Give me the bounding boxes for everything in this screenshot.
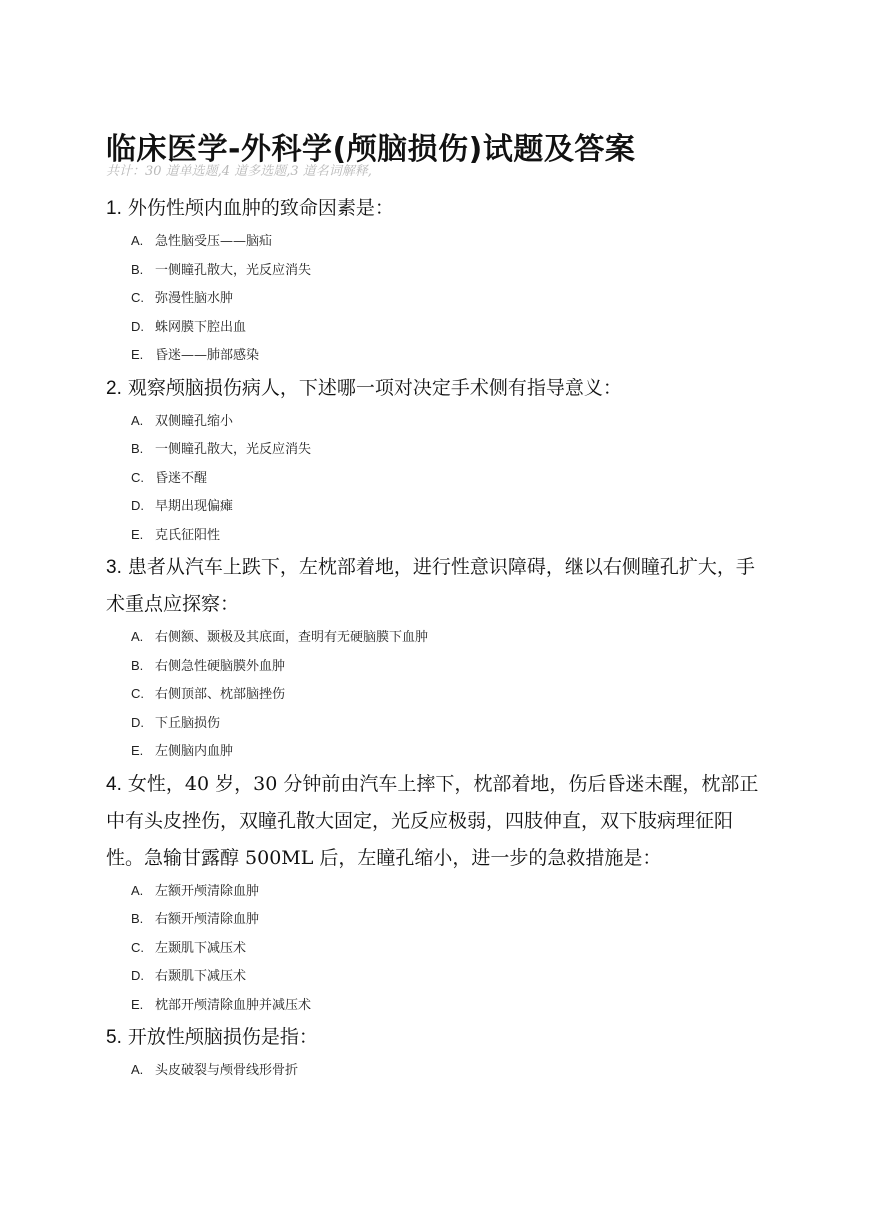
question-3	[106, 549, 766, 766]
answer-option	[131, 905, 766, 934]
answer-option	[131, 934, 766, 963]
option-letter: A.	[131, 1062, 144, 1077]
option-text: 下丘脑损伤	[155, 715, 221, 731]
option-text: 右侧额、颞极及其底面，查明有无硬脑膜下血肿	[155, 630, 429, 645]
option-letter: E.	[131, 526, 144, 542]
option-text: 早期出现偏瘫	[155, 499, 234, 514]
question-stem: 外伤性颅内血肿的致命因素是：	[127, 197, 394, 219]
question-stem: 观察颅脑损伤病人，下述哪一项对决定手术侧有指导意义：	[127, 376, 622, 399]
answer-option	[131, 737, 766, 766]
option-list	[106, 407, 766, 550]
option-letter: E.	[131, 743, 144, 758]
question-count-summary: 共计：30 道单选题,4 道多选题,3 道名词解释,	[106, 164, 372, 179]
option-letter: B.	[131, 657, 144, 673]
answer-option	[131, 464, 766, 493]
option-letter: A.	[131, 629, 144, 644]
option-list	[106, 1056, 766, 1085]
option-text: 昏迷不醒	[155, 470, 208, 486]
question-number: 2.	[106, 377, 122, 399]
option-letter: C.	[131, 939, 144, 955]
question-4	[106, 766, 766, 1020]
option-letter: B.	[131, 441, 144, 456]
option-text: 头皮破裂与颅骨线形骨折	[155, 1063, 299, 1078]
question-number: 5.	[106, 1027, 122, 1048]
question-list	[106, 190, 766, 1085]
answer-option	[131, 256, 766, 285]
option-letter: E.	[131, 996, 144, 1012]
option-text: 急性脑受压——脑疝	[155, 234, 273, 249]
question-stem: 患者从汽车上跌下，左枕部着地，进行性意识障碍，继以右侧瞳孔扩大，手术重点应探察：	[106, 556, 755, 615]
question-text	[106, 1019, 766, 1056]
option-text: 昏迷——肺部感染	[155, 348, 260, 363]
option-text: 左额开颅清除血肿	[155, 883, 260, 899]
option-text: 右侧顶部、枕部脑挫伤	[155, 687, 286, 702]
question-text	[106, 766, 766, 877]
question-5	[106, 1019, 766, 1085]
answer-option	[131, 652, 766, 681]
option-text: 一侧瞳孔散大，光反应消失	[155, 262, 312, 278]
option-letter: C.	[131, 290, 144, 305]
option-letter: D.	[131, 318, 144, 334]
option-letter: C.	[131, 686, 144, 701]
question-stem: 女性，40 岁，30 分钟前由汽车上摔下，枕部着地，伤后昏迷未醒，枕部正中有头皮挫伤，双瞳孔散大固定，光反应极弱，四肢伸直，双下肢病理征阳性。急输甘露醇 500ML 后，左瞳孔缩小，进一步的急救措施是：	[106, 772, 759, 869]
option-letter: C.	[131, 469, 144, 485]
option-letter: D.	[131, 498, 144, 513]
document-title: 临床医学-外科学(颅脑损伤)试题及答案	[106, 132, 636, 168]
option-letter: A.	[131, 233, 144, 248]
answer-option	[131, 407, 766, 436]
answer-option	[131, 877, 766, 906]
option-letter: D.	[131, 968, 144, 983]
answer-option	[131, 313, 766, 342]
answer-option	[131, 227, 766, 256]
question-number: 1.	[106, 198, 122, 219]
option-letter: B.	[131, 261, 144, 277]
question-2	[106, 370, 766, 550]
option-text: 左颞肌下减压术	[155, 940, 247, 956]
answer-option	[131, 709, 766, 738]
answer-option	[131, 341, 766, 370]
option-letter: B.	[131, 911, 144, 926]
option-text: 克氏征阳性	[155, 527, 221, 543]
option-letter: E.	[131, 347, 144, 362]
option-letter: A.	[131, 882, 144, 898]
option-letter: A.	[131, 412, 144, 428]
question-stem: 开放性颅脑损伤是指：	[127, 1026, 318, 1048]
option-text: 蛛网膜下腔出血	[155, 319, 247, 335]
answer-option	[131, 991, 766, 1020]
option-list	[106, 227, 766, 370]
option-text: 右额开颅清除血肿	[155, 912, 260, 927]
answer-option	[131, 435, 766, 464]
answer-option	[131, 623, 766, 652]
answer-option	[131, 284, 766, 313]
option-text: 双侧瞳孔缩小	[155, 413, 234, 429]
question-1	[106, 190, 766, 370]
option-list	[106, 877, 766, 1020]
answer-option	[131, 1056, 766, 1085]
option-text: 左侧脑内血肿	[155, 744, 234, 759]
answer-option	[131, 962, 766, 991]
option-text: 右颞肌下减压术	[155, 969, 247, 984]
option-list	[106, 623, 766, 766]
question-number: 3.	[106, 557, 122, 578]
answer-option	[131, 492, 766, 521]
option-text: 弥漫性脑水肿	[155, 291, 234, 306]
option-text: 枕部开颅清除血肿并减压术	[155, 997, 312, 1013]
option-text: 一侧瞳孔散大，光反应消失	[155, 442, 312, 457]
answer-option	[131, 521, 766, 550]
question-text	[106, 190, 766, 227]
answer-option	[131, 680, 766, 709]
question-text	[106, 370, 766, 407]
option-text: 右侧急性硬脑膜外血肿	[155, 658, 286, 674]
question-text	[106, 549, 766, 623]
question-number: 4.	[106, 773, 122, 795]
option-letter: D.	[131, 714, 144, 730]
